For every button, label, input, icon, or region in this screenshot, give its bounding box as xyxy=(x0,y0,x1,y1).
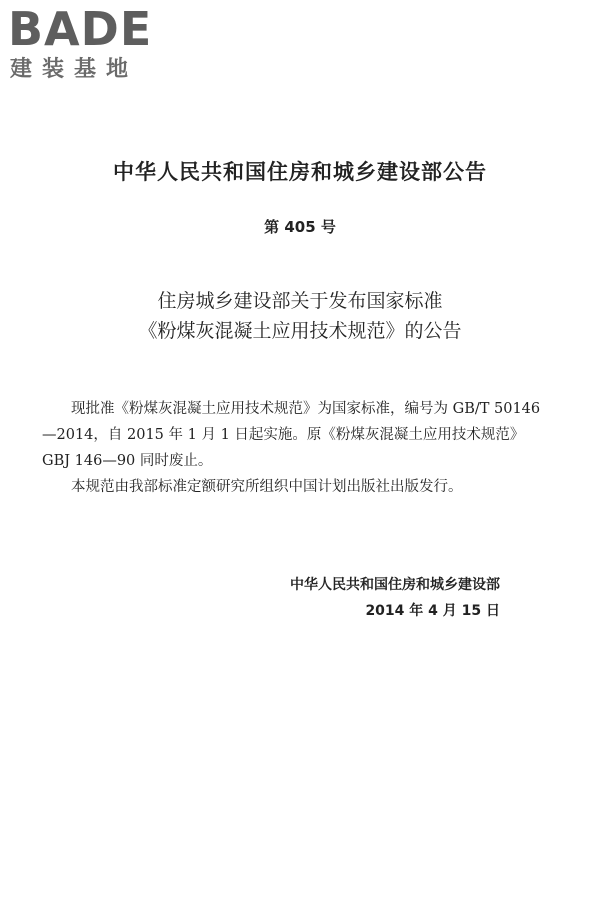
signature-date: 2014 年 4 月 15 日 xyxy=(365,603,500,619)
body-paragraph-1: 现批准《粉煤灰混凝土应用技术规范》为国家标准，编号为 GB/T 50146—2014，自 2015 年 1 月 1 日起实施。原《粉煤灰混凝土应用技术规范》GBJ 146—90 同时废止。 xyxy=(42,401,541,469)
body-paragraph-2: 本规范由我部标准定额研究所组织中国计划出版社出版发行。 xyxy=(71,479,463,495)
subtitle-line-2: 《粉煤灰混凝土应用技术规范》的公告 xyxy=(138,320,462,342)
announcement-number: 第 405 号 xyxy=(264,218,336,236)
subtitle-line-1: 住房城乡建设部关于发布国家标准 xyxy=(157,290,443,312)
announcement-subtitle xyxy=(0,286,600,346)
bade-logo xyxy=(8,4,178,88)
announcement-title: 中华人民共和国住房和城乡建设部公告 xyxy=(113,160,487,184)
logo-wordmark: BADE xyxy=(8,2,153,56)
signature-organization: 中华人民共和国住房和城乡建设部 xyxy=(290,577,500,593)
announcement-body xyxy=(42,396,542,500)
logo-subtitle: 建装基地 xyxy=(10,57,139,82)
